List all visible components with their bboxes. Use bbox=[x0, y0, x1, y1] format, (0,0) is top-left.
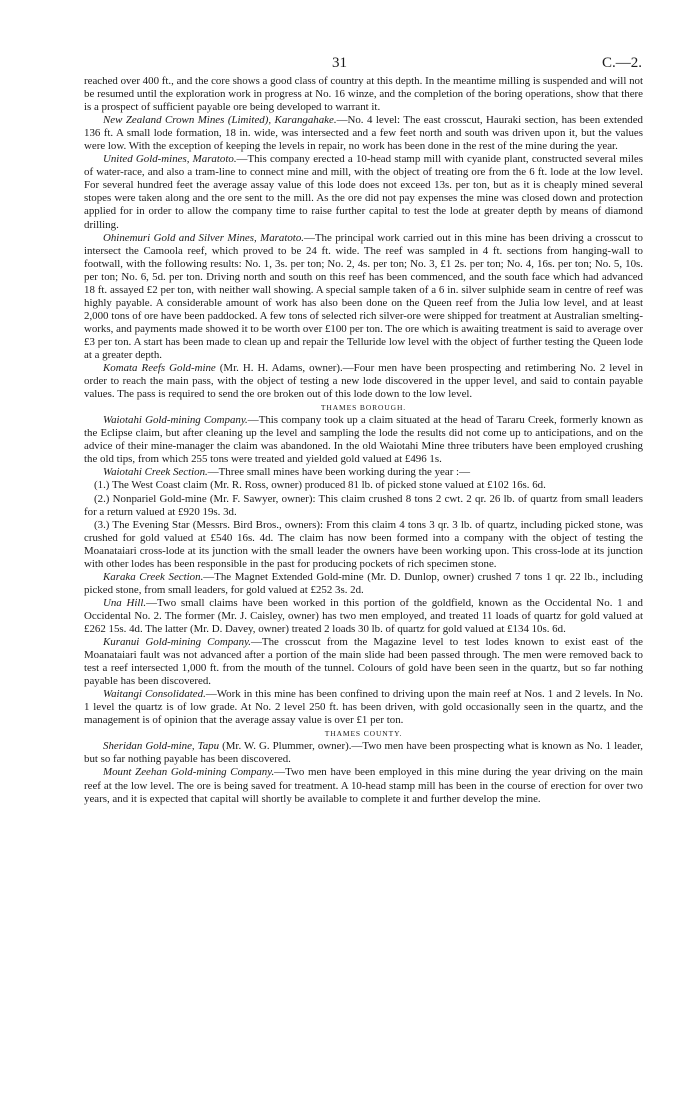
paragraph-text: —The crosscut from the Magazine level to test lodes known to exist east of the Moanataiari fault was not advanced after a portion of the main slide had been passed through. The men were removed back to test a reef intersected 1,000 ft. from the mouth of the tunnel. Colours of gold have been seen in the quartz, but so far nothing payable has been discovered. bbox=[84, 636, 644, 688]
section-title: Karaka Creek Section. bbox=[103, 570, 204, 583]
intro-paragraph: reached over 400 ft., and the core shows a good class of country at this depth. In the meantime milling is suspended and will not be resumed until the exploration work in progress at No. 16 winze, and the completion of the boring operations, show that there is a prospect of sufficient payable ore being developed to warrant it. bbox=[84, 75, 643, 114]
page-number: 31 bbox=[332, 55, 347, 71]
paragraph-waiotahi-company bbox=[84, 414, 643, 466]
paragraph-karaka-creek bbox=[84, 571, 643, 597]
list-item: (1.) The West Coast claim (Mr. R. Ross, owner) produced 81 lb. of picked stone valued at £102 16s. 6d. bbox=[94, 479, 546, 492]
paragraph-ohinemuri-gold-silver bbox=[84, 232, 643, 362]
section-heading-thames-borough: THAMES BOROUGH. bbox=[320, 403, 407, 413]
page-header bbox=[0, 55, 700, 75]
paragraph-text: —Work in this mine has been confined to driving upon the main reef at Nos. 1 and 2 levels. In No. 1 level the quartz is of low grade. At No. 2 level 250 ft. has been driven, with gold occasionally seen in the quartz, and the management is of opinion that the average assay value is over £1 per ton. bbox=[84, 688, 643, 727]
mine-title: United Gold-mines, Maratoto. bbox=[103, 153, 237, 166]
mine-title: Waiotahi Gold-mining Company. bbox=[103, 414, 248, 427]
paragraph-text: —Three small mines have been working during the year :— bbox=[207, 466, 470, 479]
paragraph-nz-crown-mines bbox=[84, 114, 643, 153]
list-item: (2.) Nonpariel Gold-mine (Mr. F. Sawyer, owner): This claim crushed 8 tons 2 cwt. 2 qr. 26 lb. of quartz from small leaders for a return valued at £920 19s. 3d. bbox=[84, 492, 643, 518]
mine-title: Sheridan Gold-mine, Tapu bbox=[103, 740, 220, 753]
paragraph-mount-zeehan bbox=[84, 766, 643, 805]
paragraph-text: —Two small claims have been worked in this portion of the goldfield, known as the Occidental No. 1 and Occidental No. 2. The former (Mr. J. Caisley, owner) has two men employed, and treated 11 loads of quartz for gold valued at £262 15s. 4d. The latter (Mr. D. Davey, owner) treated 2 loads 30 lb. of quartz for gold valued at £134 10s. 6d. bbox=[84, 596, 643, 635]
paragraph-text: (Mr. H. H. Adams, owner).—Four men have been prospecting and retimbering No. 2 level in order to reach the main pass, with the object of testing a new lode discovered in the upper level, and said to contain payable values. The pass is required to send the ore broken out of this lode down to the low level. bbox=[84, 362, 643, 401]
section-title: Waiotahi Creek Section. bbox=[103, 466, 208, 479]
paragraph-text: —The Magnet Extended Gold-mine (Mr. D. Dunlop, owner) crushed 7 tons 1 qr. 22 lb., including picked stone, from small leaders, for gold valued at £252 3s. 2d. bbox=[84, 570, 643, 596]
list-item: (3.) The Evening Star (Messrs. Bird Bros., owners): From this claim 4 tons 3 qr. 3 lb. of quartz, including picked stone, was crushed for gold valued at £540 16s. 4d. The claim has now been formed into a company with the object of testing the Moanataiari cross-lode at its junction with the small leader the owners have been working upon. This cross-lode at its junction with other lodes has been responsible in the past for producing pockets of rich specimen stone. bbox=[84, 518, 643, 570]
paragraph-text: —No. 4 level: The east crosscut, Hauraki section, has been extended 136 ft. A small lode formation, 18 in. wide, was intersected and a few feet north and south was driven upon it, but the values were low. With the exception of keeping the levels in repair, no work has been done in the rest of the mine during the year. bbox=[84, 114, 643, 153]
paragraph-text: —The principal work carried out in this mine has been driving a crosscut to intersect the Camoola reef, which proved to be 24 ft. wide. The reef was sampled in 4 ft. sections from hanging-wall to footwall, with the following results: No. 1, 3s. per ton; No. 2, 4s. per ton; No. 3, £1 2s. per ton; No. 4, 16s. per ton; No. 5, 10s. per ton; No. 6, 5d. per ton. Driving north and south on this reef has been commenced, and the south face which had advanced 18 ft. assayed £2 per ton, with neither wall showing. A special sample taken of a 6 in. silver sulphide seam in centre of reef was highly payable. A considerable amount of work has also been done on the Queen reef from the Julia low level, and at least 2,000 tons of ore have been paddocked. A few tons of selected rich silver-ore were shipped for treatment at Australian smelting-works, and payments made showed it to be worth over £100 per ton. The ore which is awaiting treatment is said to average over £3 per ton. A start has been made to clean up and repair the Telluride low level with the object of further testing the Queen lode at a greater depth. bbox=[84, 231, 643, 361]
paragraph-text: —This company erected a 10-head stamp mill with cyanide plant, constructed several miles of water-race, and also a tram-line to connect mine and mill, with the object of treating ore from the 6 ft. lode at the low level. For several hundred feet the average assay value of this lode does not exceed 13s. per ton, but as it is cheaply mined several stopes were taken along and the ore sent to the mill. As the ore did not pay expenses the mine was closed down and protection applied for in order to allow the company time to raise further capital to test the lode at greater depth by means of diamond drilling. bbox=[84, 153, 643, 231]
mine-title: Waitangi Consolidated. bbox=[103, 688, 206, 701]
report-body bbox=[84, 75, 643, 806]
mine-title: Ohinemuri Gold and Silver Mines, Maratoto. bbox=[103, 231, 304, 244]
paragraph-text: —This company took up a claim situated at the head of Tararu Creek, formerly known as the Eclipse claim, but after cleaning up the level and sampling the lode the results did not come up to anticipations, and on the advice of their mine-manager the claim was abandoned. In the old Waiotahi Mine three tributers have been employed crushing the old tips, from which 255 tons were treated and yielded gold valued at £496 1s. bbox=[84, 414, 643, 466]
paragraph-una-hill bbox=[84, 597, 643, 636]
mine-title: Komata Reefs Gold-mine bbox=[103, 362, 216, 375]
mine-title: Kuranui Gold-mining Company. bbox=[103, 636, 252, 649]
paper-reference: C.—2. bbox=[601, 55, 642, 71]
paragraph-united-gold-mines bbox=[84, 153, 643, 231]
section-title: Una Hill. bbox=[103, 596, 147, 609]
paragraph-kuranui bbox=[84, 636, 643, 688]
mine-title: New Zealand Crown Mines (Limited), Karangahake. bbox=[103, 114, 337, 127]
section-heading-thames-county: THAMES COUNTY. bbox=[324, 729, 403, 739]
paragraph-text: —Two men have been employed in this mine during the year driving on the main reef at the low level. The ore is being saved for treatment. A 10-head stamp mill has been in the course of erection for over two years, and it is expected that capital will shortly be available to complete it and further develop the mine. bbox=[84, 766, 643, 805]
paragraph-sheridan bbox=[84, 740, 643, 766]
mine-title: Mount Zeehan Gold-mining Company. bbox=[103, 766, 275, 779]
paragraph-waiotahi-creek bbox=[84, 466, 643, 479]
paragraph-waitangi bbox=[84, 688, 643, 727]
paragraph-komata-reefs bbox=[84, 362, 643, 401]
paragraph-text: (Mr. W. G. Plummer, owner).—Two men have been prospecting what is known as No. 1 leader, but so far nothing payable has been discovered. bbox=[84, 740, 643, 766]
